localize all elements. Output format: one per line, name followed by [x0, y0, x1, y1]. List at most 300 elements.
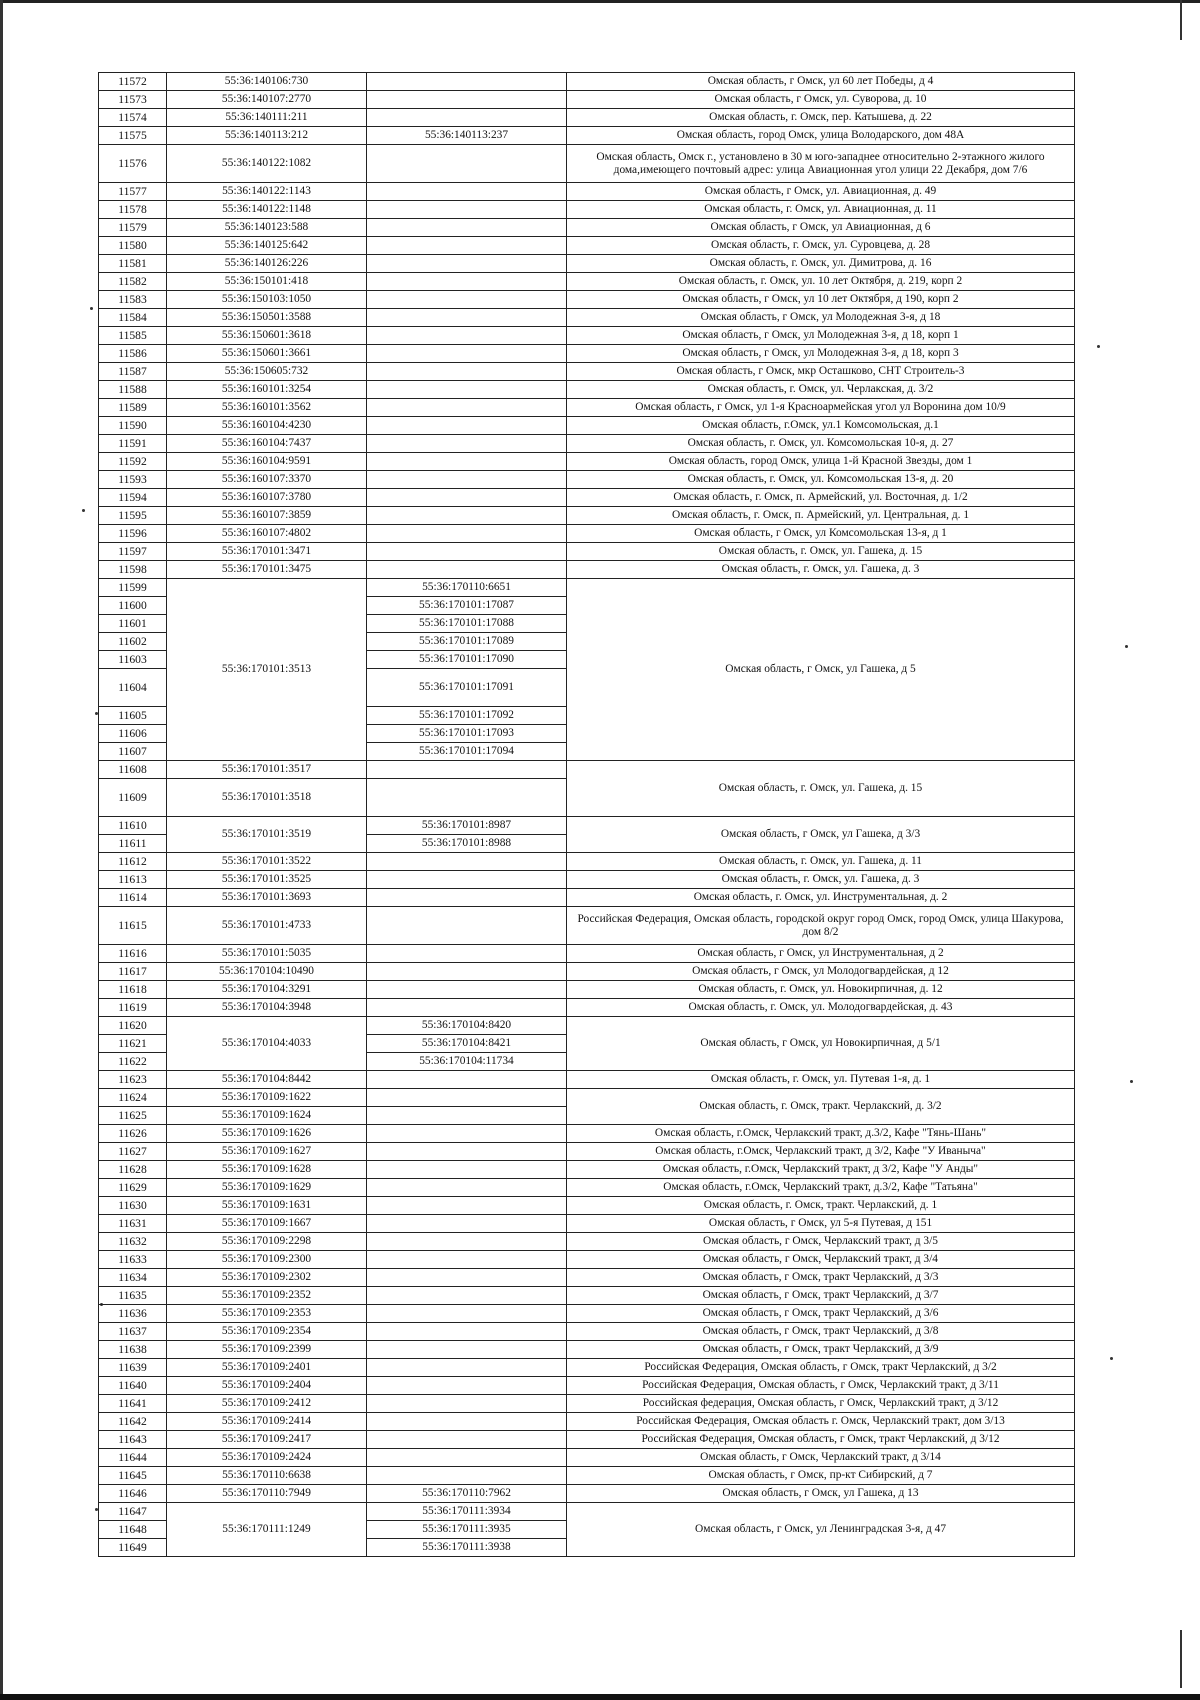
related-cadastral-number-cell	[367, 255, 567, 273]
cadastral-number-cell: 55:36:170104:8442	[167, 1071, 367, 1089]
related-cadastral-number-cell: 55:36:140113:237	[367, 127, 567, 145]
cadastral-number-cell: 55:36:170109:2414	[167, 1413, 367, 1431]
row-number-cell: 11573	[99, 91, 167, 109]
row-number-cell: 11575	[99, 127, 167, 145]
related-cadastral-number-cell: 55:36:170101:17091	[367, 669, 567, 707]
cadastral-number-cell: 55:36:140125:642	[167, 237, 367, 255]
address-cell: Омская область, г Омск, тракт Черлакский, д 3/7	[567, 1287, 1075, 1305]
table-row	[99, 1395, 1075, 1413]
related-cadastral-number-cell	[367, 1467, 567, 1485]
table-row	[99, 1503, 1075, 1521]
registry-table	[98, 72, 1075, 1557]
table-row	[99, 761, 1075, 779]
scan-edge-left	[0, 0, 3, 1700]
cadastral-number-cell: 55:36:170109:2354	[167, 1323, 367, 1341]
related-cadastral-number-cell	[367, 237, 567, 255]
cadastral-number-cell: 55:36:160107:3780	[167, 489, 367, 507]
address-cell: Омская область, г. Омск, ул. Молодогвардейская, д. 43	[567, 999, 1075, 1017]
address-cell: Омская область, г Омск, Черлакский тракт, д 3/4	[567, 1251, 1075, 1269]
related-cadastral-number-cell: 55:36:170110:7962	[367, 1485, 567, 1503]
table-row	[99, 127, 1075, 145]
row-number-cell: 11646	[99, 1485, 167, 1503]
table-row	[99, 981, 1075, 999]
table-row	[99, 889, 1075, 907]
table-row	[99, 417, 1075, 435]
row-number-cell: 11606	[99, 725, 167, 743]
related-cadastral-number-cell	[367, 1143, 567, 1161]
row-number-cell: 11615	[99, 907, 167, 945]
cadastral-number-cell: 55:36:170109:1627	[167, 1143, 367, 1161]
cadastral-number-cell: 55:36:170109:1626	[167, 1125, 367, 1143]
related-cadastral-number-cell: 55:36:170101:8987	[367, 817, 567, 835]
row-number-cell: 11587	[99, 363, 167, 381]
table-row	[99, 525, 1075, 543]
address-cell: Омская область, г Омск, ул Авиационная, д 6	[567, 219, 1075, 237]
address-cell: Российская Федерация, Омская область, г Омск, тракт Черлакский, д 3/2	[567, 1359, 1075, 1377]
row-number-cell: 11634	[99, 1269, 167, 1287]
row-number-cell: 11629	[99, 1179, 167, 1197]
row-number-cell: 11616	[99, 945, 167, 963]
scan-edge-top	[0, 0, 1200, 3]
table-row	[99, 1215, 1075, 1233]
cadastral-number-cell: 55:36:170104:3948	[167, 999, 367, 1017]
related-cadastral-number-cell	[367, 853, 567, 871]
table-row	[99, 489, 1075, 507]
cadastral-number-cell: 55:36:150103:1050	[167, 291, 367, 309]
cadastral-number-cell: 55:36:150601:3661	[167, 345, 367, 363]
related-cadastral-number-cell	[367, 945, 567, 963]
table-row	[99, 1323, 1075, 1341]
related-cadastral-number-cell	[367, 145, 567, 183]
related-cadastral-number-cell	[367, 761, 567, 779]
related-cadastral-number-cell: 55:36:170111:3938	[367, 1539, 567, 1557]
row-number-cell: 11649	[99, 1539, 167, 1557]
address-cell: Омская область, г. Омск, тракт. Черлакский, д. 3/2	[567, 1089, 1075, 1125]
address-cell: Омская область, г Омск, ул Гашека, д 13	[567, 1485, 1075, 1503]
related-cadastral-number-cell: 55:36:170104:11734	[367, 1053, 567, 1071]
row-number-cell: 11633	[99, 1251, 167, 1269]
table-row	[99, 399, 1075, 417]
row-number-cell: 11607	[99, 743, 167, 761]
related-cadastral-number-cell	[367, 907, 567, 945]
related-cadastral-number-cell: 55:36:170101:17093	[367, 725, 567, 743]
address-cell: Омская область, г. Омск, ул. Гашека, д. 3	[567, 561, 1075, 579]
related-cadastral-number-cell	[367, 309, 567, 327]
row-number-cell: 11640	[99, 1377, 167, 1395]
table-row	[99, 145, 1075, 183]
row-number-cell: 11626	[99, 1125, 167, 1143]
address-cell: Омская область, г Омск, тракт Черлакский, д 3/6	[567, 1305, 1075, 1323]
cadastral-number-cell: 55:36:140122:1143	[167, 183, 367, 201]
address-cell: Омская область, город Омск, улица Володарского, дом 48А	[567, 127, 1075, 145]
row-number-cell: 11632	[99, 1233, 167, 1251]
address-cell: Омская область, г. Омск, ул. Комсомольская 13-я, д. 20	[567, 471, 1075, 489]
margin-mark	[1180, 1630, 1182, 1688]
related-cadastral-number-cell: 55:36:170101:8988	[367, 835, 567, 853]
table-row	[99, 237, 1075, 255]
related-cadastral-number-cell	[367, 1071, 567, 1089]
related-cadastral-number-cell	[367, 1431, 567, 1449]
scan-dot	[90, 307, 93, 310]
table-row	[99, 109, 1075, 127]
row-number-cell: 11586	[99, 345, 167, 363]
cadastral-number-cell: 55:36:170109:2352	[167, 1287, 367, 1305]
cadastral-number-cell: 55:36:170109:1631	[167, 1197, 367, 1215]
address-cell: Омская область, г Омск, ул Инструментальная, д 2	[567, 945, 1075, 963]
address-cell: Омская область, г Омск, тракт Черлакский, д 3/3	[567, 1269, 1075, 1287]
cadastral-number-cell: 55:36:170109:2417	[167, 1431, 367, 1449]
row-number-cell: 11625	[99, 1107, 167, 1125]
table-row	[99, 471, 1075, 489]
related-cadastral-number-cell: 55:36:170101:17087	[367, 597, 567, 615]
row-number-cell: 11642	[99, 1413, 167, 1431]
related-cadastral-number-cell	[367, 327, 567, 345]
related-cadastral-number-cell	[367, 1089, 567, 1107]
row-number-cell: 11612	[99, 853, 167, 871]
related-cadastral-number-cell	[367, 1305, 567, 1323]
row-number-cell: 11604	[99, 669, 167, 707]
address-cell: Российская Федерация, Омская область, г Омск, Черлакский тракт, д 3/11	[567, 1377, 1075, 1395]
row-number-cell: 11638	[99, 1341, 167, 1359]
related-cadastral-number-cell	[367, 1251, 567, 1269]
row-number-cell: 11572	[99, 73, 167, 91]
cadastral-number-cell: 55:36:140106:730	[167, 73, 367, 91]
cadastral-number-cell: 55:36:160101:3562	[167, 399, 367, 417]
related-cadastral-number-cell: 55:36:170101:17089	[367, 633, 567, 651]
cadastral-number-cell: 55:36:160104:4230	[167, 417, 367, 435]
row-number-cell: 11618	[99, 981, 167, 999]
table-row	[99, 1485, 1075, 1503]
cadastral-number-cell: 55:36:170101:3519	[167, 817, 367, 853]
row-number-cell: 11605	[99, 707, 167, 725]
cadastral-number-cell: 55:36:140111:211	[167, 109, 367, 127]
table-row	[99, 853, 1075, 871]
address-cell: Омская область, г. Омск, ул. Димитрова, д. 16	[567, 255, 1075, 273]
table-row	[99, 273, 1075, 291]
cadastral-number-cell: 55:36:140122:1148	[167, 201, 367, 219]
related-cadastral-number-cell	[367, 91, 567, 109]
row-number-cell: 11574	[99, 109, 167, 127]
related-cadastral-number-cell: 55:36:170101:17090	[367, 651, 567, 669]
table-row	[99, 453, 1075, 471]
related-cadastral-number-cell	[367, 1341, 567, 1359]
table-row	[99, 579, 1075, 597]
related-cadastral-number-cell	[367, 1161, 567, 1179]
table-row	[99, 363, 1075, 381]
cadastral-number-cell: 55:36:170109:1628	[167, 1161, 367, 1179]
related-cadastral-number-cell	[367, 1215, 567, 1233]
address-cell: Омская область, г Омск, ул Молодежная 3-я, д 18, корп 3	[567, 345, 1075, 363]
row-number-cell: 11644	[99, 1449, 167, 1467]
row-number-cell: 11645	[99, 1467, 167, 1485]
address-cell: Омская область, г. Омск, ул. Гашека, д. 3	[567, 871, 1075, 889]
related-cadastral-number-cell: 55:36:170111:3934	[367, 1503, 567, 1521]
address-cell: Омская область, г Омск, ул 5-я Путевая, д 151	[567, 1215, 1075, 1233]
row-number-cell: 11602	[99, 633, 167, 651]
address-cell: Омская область, г Омск, ул Гашека, д 5	[567, 579, 1075, 761]
row-number-cell: 11583	[99, 291, 167, 309]
row-number-cell: 11595	[99, 507, 167, 525]
cadastral-number-cell: 55:36:170101:4733	[167, 907, 367, 945]
cadastral-number-cell: 55:36:170111:1249	[167, 1503, 367, 1557]
row-number-cell: 11643	[99, 1431, 167, 1449]
cadastral-number-cell: 55:36:170109:2298	[167, 1233, 367, 1251]
cadastral-number-cell: 55:36:170109:1624	[167, 1107, 367, 1125]
row-number-cell: 11578	[99, 201, 167, 219]
table-row	[99, 1071, 1075, 1089]
table-row	[99, 1341, 1075, 1359]
row-number-cell: 11617	[99, 963, 167, 981]
table-row	[99, 1305, 1075, 1323]
cadastral-number-cell: 55:36:160104:7437	[167, 435, 367, 453]
row-number-cell: 11639	[99, 1359, 167, 1377]
table-row	[99, 963, 1075, 981]
row-number-cell: 11647	[99, 1503, 167, 1521]
address-cell: Российская Федерация, Омская область, г Омск, тракт Черлакский, д 3/12	[567, 1431, 1075, 1449]
cadastral-number-cell: 55:36:170109:2424	[167, 1449, 367, 1467]
table-row	[99, 1449, 1075, 1467]
table-row	[99, 1125, 1075, 1143]
related-cadastral-number-cell	[367, 1287, 567, 1305]
row-number-cell: 11622	[99, 1053, 167, 1071]
scan-edge-bottom	[0, 1694, 1200, 1700]
cadastral-number-cell: 55:36:170101:3693	[167, 889, 367, 907]
table-row	[99, 871, 1075, 889]
row-number-cell: 11582	[99, 273, 167, 291]
cadastral-number-cell: 55:36:170110:6638	[167, 1467, 367, 1485]
table-row	[99, 255, 1075, 273]
related-cadastral-number-cell	[367, 1395, 567, 1413]
cadastral-number-cell: 55:36:170109:2401	[167, 1359, 367, 1377]
address-cell: Российская Федерация, Омская область г. Омск, Черлакский тракт, дом 3/13	[567, 1413, 1075, 1431]
row-number-cell: 11597	[99, 543, 167, 561]
related-cadastral-number-cell	[367, 399, 567, 417]
table-row	[99, 183, 1075, 201]
address-cell: Омская область, Омск г., установлено в 30 м юго-западнее относительно 2-этажного жилого дома,имеющего почтовый адрес: улица Авиационная угол улици 22 Декабря, дом 7/6	[567, 145, 1075, 183]
address-cell: Омская область, г Омск, ул. Суворова, д. 10	[567, 91, 1075, 109]
table-row	[99, 1251, 1075, 1269]
row-number-cell: 11630	[99, 1197, 167, 1215]
registry-body	[99, 73, 1075, 1557]
table-row	[99, 1197, 1075, 1215]
table-row	[99, 1143, 1075, 1161]
row-number-cell: 11592	[99, 453, 167, 471]
cadastral-number-cell: 55:36:170109:2404	[167, 1377, 367, 1395]
address-cell: Омская область, г.Омск, Черлакский тракт, д 3/2, Кафе "У Анды"	[567, 1161, 1075, 1179]
cadastral-number-cell: 55:36:170101:5035	[167, 945, 367, 963]
scan-dot	[1097, 345, 1100, 348]
related-cadastral-number-cell	[367, 273, 567, 291]
table-row	[99, 309, 1075, 327]
cadastral-number-cell: 55:36:170109:1629	[167, 1179, 367, 1197]
row-number-cell: 11614	[99, 889, 167, 907]
address-cell: Омская область, г. Омск, тракт. Черлакский, д. 1	[567, 1197, 1075, 1215]
cadastral-number-cell: 55:36:140107:2770	[167, 91, 367, 109]
row-number-cell: 11589	[99, 399, 167, 417]
row-number-cell: 11619	[99, 999, 167, 1017]
address-cell: Омская область, г. Омск, ул. Инструментальная, д. 2	[567, 889, 1075, 907]
address-cell: Омская область, г Омск, ул Молодежная 3-я, д 18, корп 1	[567, 327, 1075, 345]
cadastral-number-cell: 55:36:170104:3291	[167, 981, 367, 999]
address-cell: Омская область, г.Омск, Черлакский тракт, д.3/2, Кафе "Татьяна"	[567, 1179, 1075, 1197]
related-cadastral-number-cell: 55:36:170104:8421	[367, 1035, 567, 1053]
related-cadastral-number-cell: 55:36:170111:3935	[367, 1521, 567, 1539]
table-row	[99, 1413, 1075, 1431]
related-cadastral-number-cell: 55:36:170110:6651	[367, 579, 567, 597]
row-number-cell: 11641	[99, 1395, 167, 1413]
related-cadastral-number-cell	[367, 219, 567, 237]
address-cell: Омская область, г Омск, ул Комсомольская 13-я, д 1	[567, 525, 1075, 543]
row-number-cell: 11600	[99, 597, 167, 615]
table-row	[99, 291, 1075, 309]
table-row	[99, 907, 1075, 945]
address-cell: Омская область, г. Омск, ул. Новокирпичная, д. 12	[567, 981, 1075, 999]
cadastral-number-cell: 55:36:170101:3522	[167, 853, 367, 871]
cadastral-number-cell: 55:36:140113:212	[167, 127, 367, 145]
row-number-cell: 11603	[99, 651, 167, 669]
table-row	[99, 1017, 1075, 1035]
cadastral-number-cell: 55:36:160107:4802	[167, 525, 367, 543]
table-row	[99, 345, 1075, 363]
address-cell: Омская область, г. Омск, ул. Гашека, д. 11	[567, 853, 1075, 871]
related-cadastral-number-cell	[367, 525, 567, 543]
address-cell: Омская область, г Омск, ул Ленинградская 3-я, д 47	[567, 1503, 1075, 1557]
related-cadastral-number-cell	[367, 1197, 567, 1215]
row-number-cell: 11596	[99, 525, 167, 543]
row-number-cell: 11627	[99, 1143, 167, 1161]
row-number-cell: 11588	[99, 381, 167, 399]
related-cadastral-number-cell	[367, 1107, 567, 1125]
related-cadastral-number-cell	[367, 489, 567, 507]
scan-dot	[1130, 1080, 1133, 1083]
cadastral-number-cell: 55:36:140122:1082	[167, 145, 367, 183]
row-number-cell: 11601	[99, 615, 167, 633]
address-cell: Омская область, г. Омск, ул. Комсомольская 10-я, д. 27	[567, 435, 1075, 453]
related-cadastral-number-cell	[367, 1179, 567, 1197]
address-cell: Омская область, г. Омск, п. Армейский, ул. Восточная, д. 1/2	[567, 489, 1075, 507]
cadastral-number-cell: 55:36:160101:3254	[167, 381, 367, 399]
row-number-cell: 11609	[99, 779, 167, 817]
table-row	[99, 201, 1075, 219]
row-number-cell: 11628	[99, 1161, 167, 1179]
cadastral-number-cell: 55:36:160104:9591	[167, 453, 367, 471]
related-cadastral-number-cell	[367, 381, 567, 399]
related-cadastral-number-cell	[367, 981, 567, 999]
cadastral-number-cell: 55:36:170109:2353	[167, 1305, 367, 1323]
address-cell: Омская область, г. Омск, ул. 10 лет Октября, д. 219, корп 2	[567, 273, 1075, 291]
margin-mark	[1180, 0, 1182, 40]
address-cell: Омская область, г.Омск, Черлакский тракт, д.3/2, Кафе "Тянь-Шань"	[567, 1125, 1075, 1143]
table-row	[99, 543, 1075, 561]
row-number-cell: 11579	[99, 219, 167, 237]
row-number-cell: 11599	[99, 579, 167, 597]
related-cadastral-number-cell	[367, 363, 567, 381]
row-number-cell: 11636	[99, 1305, 167, 1323]
scan-dot	[1125, 645, 1128, 648]
table-row	[99, 1359, 1075, 1377]
cadastral-number-cell: 55:36:170109:2302	[167, 1269, 367, 1287]
related-cadastral-number-cell	[367, 435, 567, 453]
cadastral-number-cell: 55:36:150601:3618	[167, 327, 367, 345]
related-cadastral-number-cell	[367, 561, 567, 579]
related-cadastral-number-cell	[367, 109, 567, 127]
cadastral-number-cell: 55:36:170101:3517	[167, 761, 367, 779]
cadastral-number-cell: 55:36:170104:4033	[167, 1017, 367, 1071]
address-cell: Омская область, г. Омск, ул. Путевая 1-я, д. 1	[567, 1071, 1075, 1089]
address-cell: Омская область, г Омск, ул Молодогвардейская, д 12	[567, 963, 1075, 981]
address-cell: Омская область, г Омск, тракт Черлакский, д 3/9	[567, 1341, 1075, 1359]
row-number-cell: 11593	[99, 471, 167, 489]
row-number-cell: 11620	[99, 1017, 167, 1035]
row-number-cell: 11621	[99, 1035, 167, 1053]
table-row	[99, 507, 1075, 525]
table-row	[99, 435, 1075, 453]
row-number-cell: 11577	[99, 183, 167, 201]
row-number-cell: 11648	[99, 1521, 167, 1539]
address-cell: Омская область, г Омск, ул 10 лет Октября, д 190, корп 2	[567, 291, 1075, 309]
cadastral-number-cell: 55:36:170101:3513	[167, 579, 367, 761]
cadastral-number-cell: 55:36:150101:418	[167, 273, 367, 291]
address-cell: Омская область, г Омск, Черлакский тракт, д 3/14	[567, 1449, 1075, 1467]
row-number-cell: 11637	[99, 1323, 167, 1341]
related-cadastral-number-cell: 55:36:170101:17094	[367, 743, 567, 761]
row-number-cell: 11610	[99, 817, 167, 835]
related-cadastral-number-cell	[367, 1377, 567, 1395]
row-number-cell: 11594	[99, 489, 167, 507]
row-number-cell: 11580	[99, 237, 167, 255]
address-cell: Омская область, г.Омск, ул.1 Комсомольская, д.1	[567, 417, 1075, 435]
cadastral-number-cell: 55:36:160107:3859	[167, 507, 367, 525]
table-row	[99, 1287, 1075, 1305]
row-number-cell: 11611	[99, 835, 167, 853]
cadastral-number-cell: 55:36:170109:1667	[167, 1215, 367, 1233]
cadastral-number-cell: 55:36:170101:3471	[167, 543, 367, 561]
address-cell: Российская Федерация, Омская область, городской округ город Омск, город Омск, улица Шакурова, дом 8/2	[567, 907, 1075, 945]
related-cadastral-number-cell	[367, 543, 567, 561]
table-row	[99, 73, 1075, 91]
cadastral-number-cell: 55:36:170109:2300	[167, 1251, 367, 1269]
cadastral-number-cell: 55:36:170104:10490	[167, 963, 367, 981]
table-row	[99, 1233, 1075, 1251]
related-cadastral-number-cell	[367, 1233, 567, 1251]
row-number-cell: 11591	[99, 435, 167, 453]
row-number-cell: 11590	[99, 417, 167, 435]
address-cell: Омская область, г Омск, пр-кт Сибирский, д 7	[567, 1467, 1075, 1485]
table-row	[99, 1269, 1075, 1287]
address-cell: Омская область, г. Омск, ул. Черлакская, д. 3/2	[567, 381, 1075, 399]
cadastral-number-cell: 55:36:140126:226	[167, 255, 367, 273]
address-cell: Омская область, г Омск, ул Гашека, д 3/3	[567, 817, 1075, 853]
related-cadastral-number-cell: 55:36:170104:8420	[367, 1017, 567, 1035]
table-row	[99, 219, 1075, 237]
related-cadastral-number-cell	[367, 471, 567, 489]
address-cell: Омская область, г Омск, ул Новокирпичная, д 5/1	[567, 1017, 1075, 1071]
related-cadastral-number-cell	[367, 1125, 567, 1143]
cadastral-number-cell: 55:36:160107:3370	[167, 471, 367, 489]
related-cadastral-number-cell	[367, 963, 567, 981]
cadastral-number-cell: 55:36:170109:2399	[167, 1341, 367, 1359]
related-cadastral-number-cell	[367, 871, 567, 889]
related-cadastral-number-cell: 55:36:170101:17088	[367, 615, 567, 633]
address-cell: Омская область, г. Омск, ул. Авиационная, д. 11	[567, 201, 1075, 219]
cadastral-number-cell: 55:36:170101:3518	[167, 779, 367, 817]
row-number-cell: 11576	[99, 145, 167, 183]
address-cell: Омская область, г Омск, мкр Осташково, СНТ Строитель-3	[567, 363, 1075, 381]
related-cadastral-number-cell	[367, 73, 567, 91]
cadastral-number-cell: 55:36:170110:7949	[167, 1485, 367, 1503]
address-cell: Омская область, г Омск, ул 60 лет Победы, д 4	[567, 73, 1075, 91]
related-cadastral-number-cell	[367, 183, 567, 201]
